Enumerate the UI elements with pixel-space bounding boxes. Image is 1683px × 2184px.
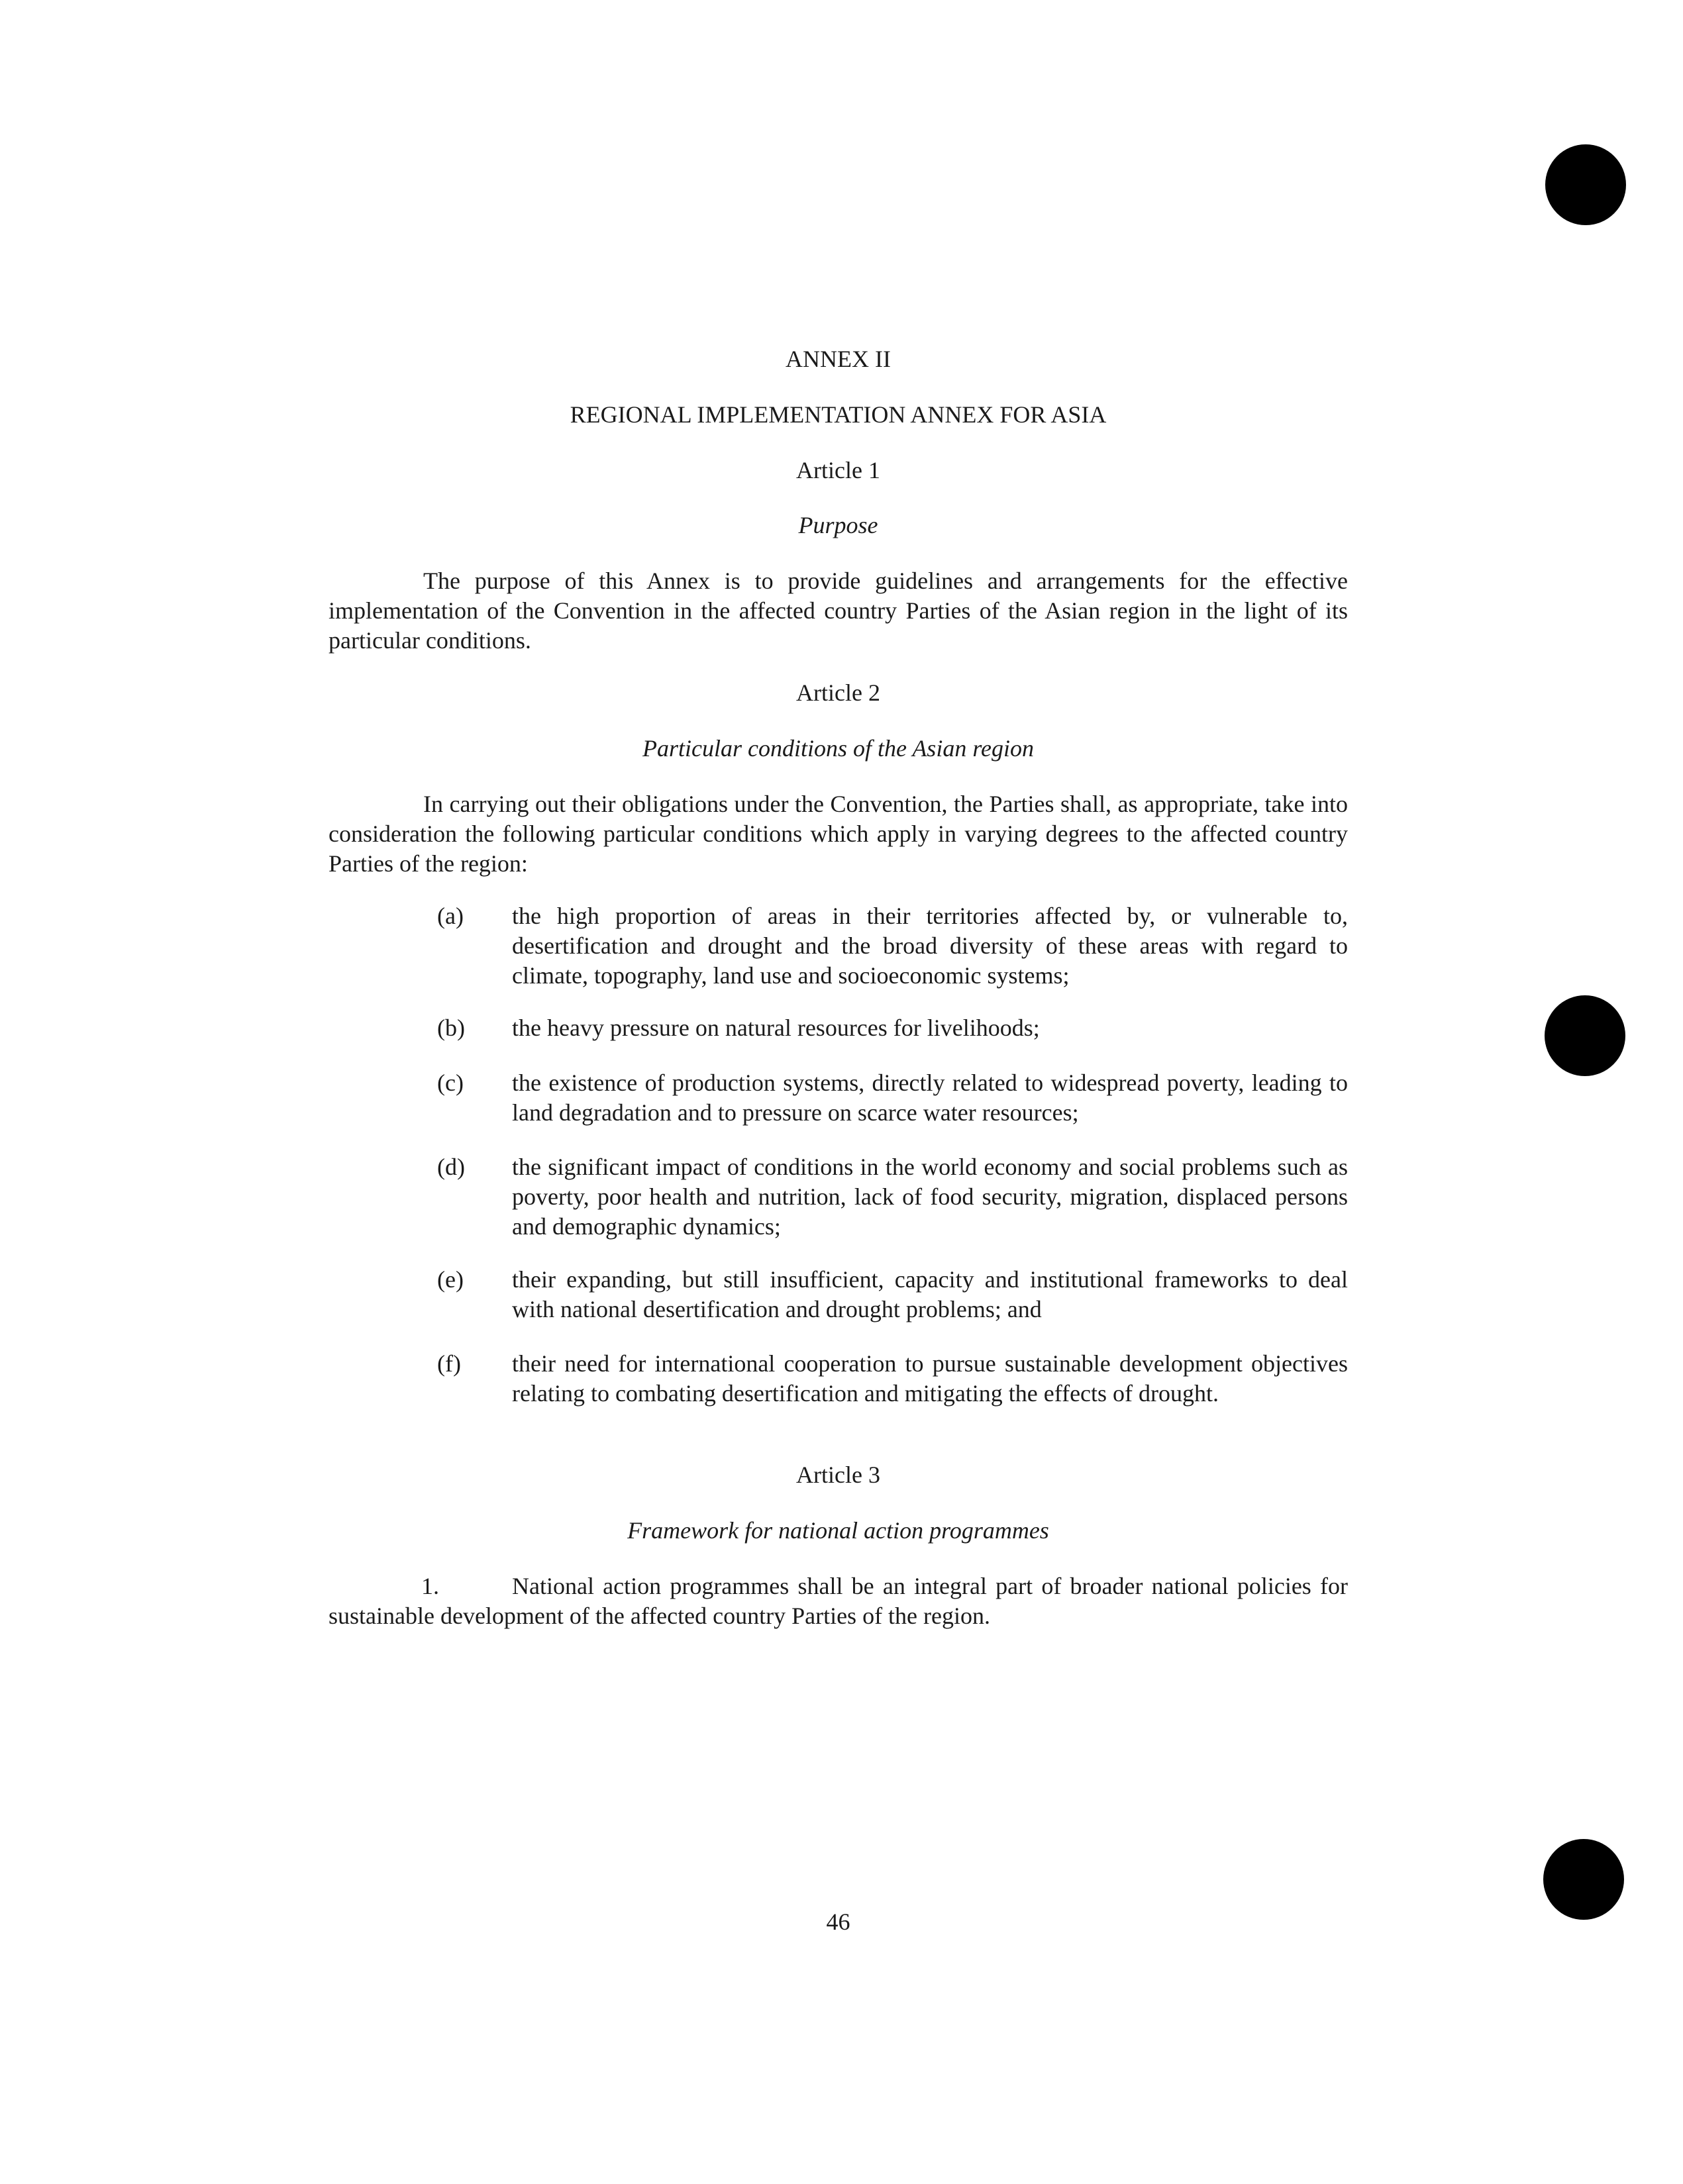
annex-title: ANNEX II <box>786 346 891 372</box>
list-item-label: (a) <box>437 903 464 929</box>
list-item <box>437 1068 1348 1128</box>
list-item-text: their need for international cooperation to pursue sustainable development objectives relating to combating desertification and mitigating the effects of drought. <box>512 1350 1348 1407</box>
list-item-text: the existence of production systems, directly related to widespread poverty, leading to land degradation and to pressure on scarce water resources; <box>512 1069 1348 1126</box>
paragraph-text: National action programmes shall be an integral part of broader national policies for sustainable development of the affected country Parties of the region. <box>329 1573 1348 1629</box>
article-1-subheading: Purpose <box>798 512 878 538</box>
list-item-label: (d) <box>437 1154 465 1180</box>
list-item <box>437 1152 1348 1242</box>
list-item <box>437 1013 1348 1043</box>
list-item-label: (f) <box>437 1350 461 1377</box>
article-2-subheading: Particular conditions of the Asian region <box>642 735 1034 762</box>
list-item-label: (b) <box>437 1015 465 1041</box>
list-item-text: the heavy pressure on natural resources for livelihoods; <box>512 1015 1040 1041</box>
punch-hole-bottom <box>1543 1839 1624 1920</box>
list-item-label: (c) <box>437 1069 464 1096</box>
list-item-text: the high proportion of areas in their territories affected by, or vulnerable to, desertification and drought and the broad diversity of these areas with regard to climate, topography, land use and socioeconomic systems; <box>512 903 1348 989</box>
page-number: 46 <box>826 1909 850 1935</box>
article-1-heading: Article 1 <box>796 457 880 483</box>
article-3-paragraph-1 <box>329 1571 1348 1631</box>
list-item <box>437 901 1348 991</box>
paragraph-number: 1. <box>421 1573 439 1599</box>
article-3-subheading: Framework for national action programmes <box>627 1517 1049 1544</box>
punch-hole-middle <box>1545 995 1625 1076</box>
list-item-text: the significant impact of conditions in the world economy and social problems such as poverty, poor health and nutrition, lack of food security, migration, displaced persons and demographic dynamics; <box>512 1154 1348 1240</box>
list-item-label: (e) <box>437 1266 464 1293</box>
punch-hole-top <box>1545 144 1626 225</box>
article-3-heading: Article 3 <box>796 1462 880 1488</box>
article-1-paragraph: The purpose of this Annex is to provide guidelines and arrangements for the effective implementation of the Convention in the affected country Parties of the Asian region in the light of its particular conditions. <box>329 568 1348 654</box>
article-2-heading: Article 2 <box>796 679 880 706</box>
list-item <box>437 1265 1348 1324</box>
article-2-intro: In carrying out their obligations under the Convention, the Parties shall, as appropriate, take into consideration the following particular conditions which apply in varying degrees to the affected country Parties of the region: <box>329 791 1348 877</box>
list-item <box>437 1349 1348 1409</box>
list-item-text: their expanding, but still insufficient, capacity and institutional frameworks to deal with national desertification and drought problems; and <box>512 1266 1348 1322</box>
annex-subtitle: REGIONAL IMPLEMENTATION ANNEX FOR ASIA <box>570 401 1107 428</box>
